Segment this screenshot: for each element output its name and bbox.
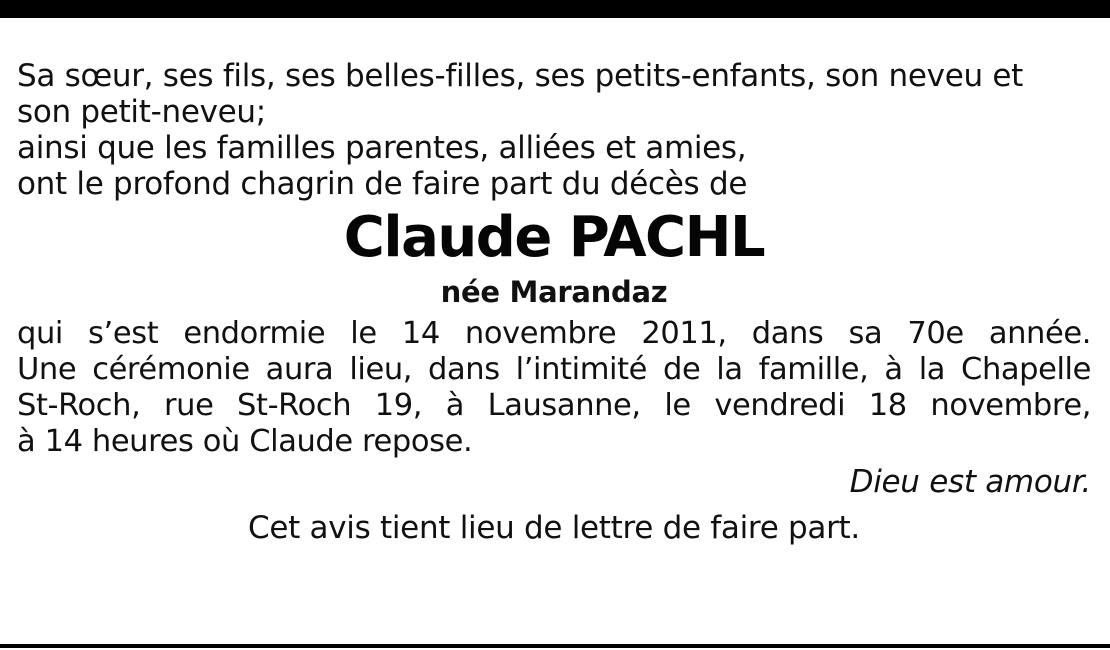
announcement-line: à 14 heures où Claude repose. xyxy=(17,424,473,459)
intro-line: ainsi que les familles parentes, alliées et amies, xyxy=(17,130,747,166)
motto: Dieu est amour. xyxy=(849,464,1091,500)
top-border-rule xyxy=(0,0,1110,18)
closing-statement: Cet avis tient lieu de lettre de faire part. xyxy=(248,510,860,546)
intro-line: ont le profond chagrin de faire part du décès de xyxy=(17,166,748,202)
announcement-line: Une cérémonie aura lieu, dans l’intimité de la famille, à la Chapelle xyxy=(17,352,1091,387)
announcement-line: St-Roch, rue St-Roch 19, à Lausanne, le vendredi 18 novembre, xyxy=(17,388,1091,423)
intro-line: Sa sœur, ses fils, ses belles-filles, ses petits-enfants, son neveu et xyxy=(17,58,1024,94)
intro-paragraph xyxy=(17,58,1091,202)
maiden-name: née Marandaz xyxy=(440,275,668,309)
announcement-line: qui s’est endormie le 14 novembre 2011, dans sa 70e année. xyxy=(17,316,1091,351)
obituary-notice xyxy=(17,58,1091,550)
announcement-paragraph xyxy=(17,316,1091,460)
deceased-name: Claude PACHL xyxy=(343,205,765,270)
bottom-border-rule xyxy=(0,644,1110,648)
intro-line: son petit-neveu; xyxy=(17,94,266,130)
